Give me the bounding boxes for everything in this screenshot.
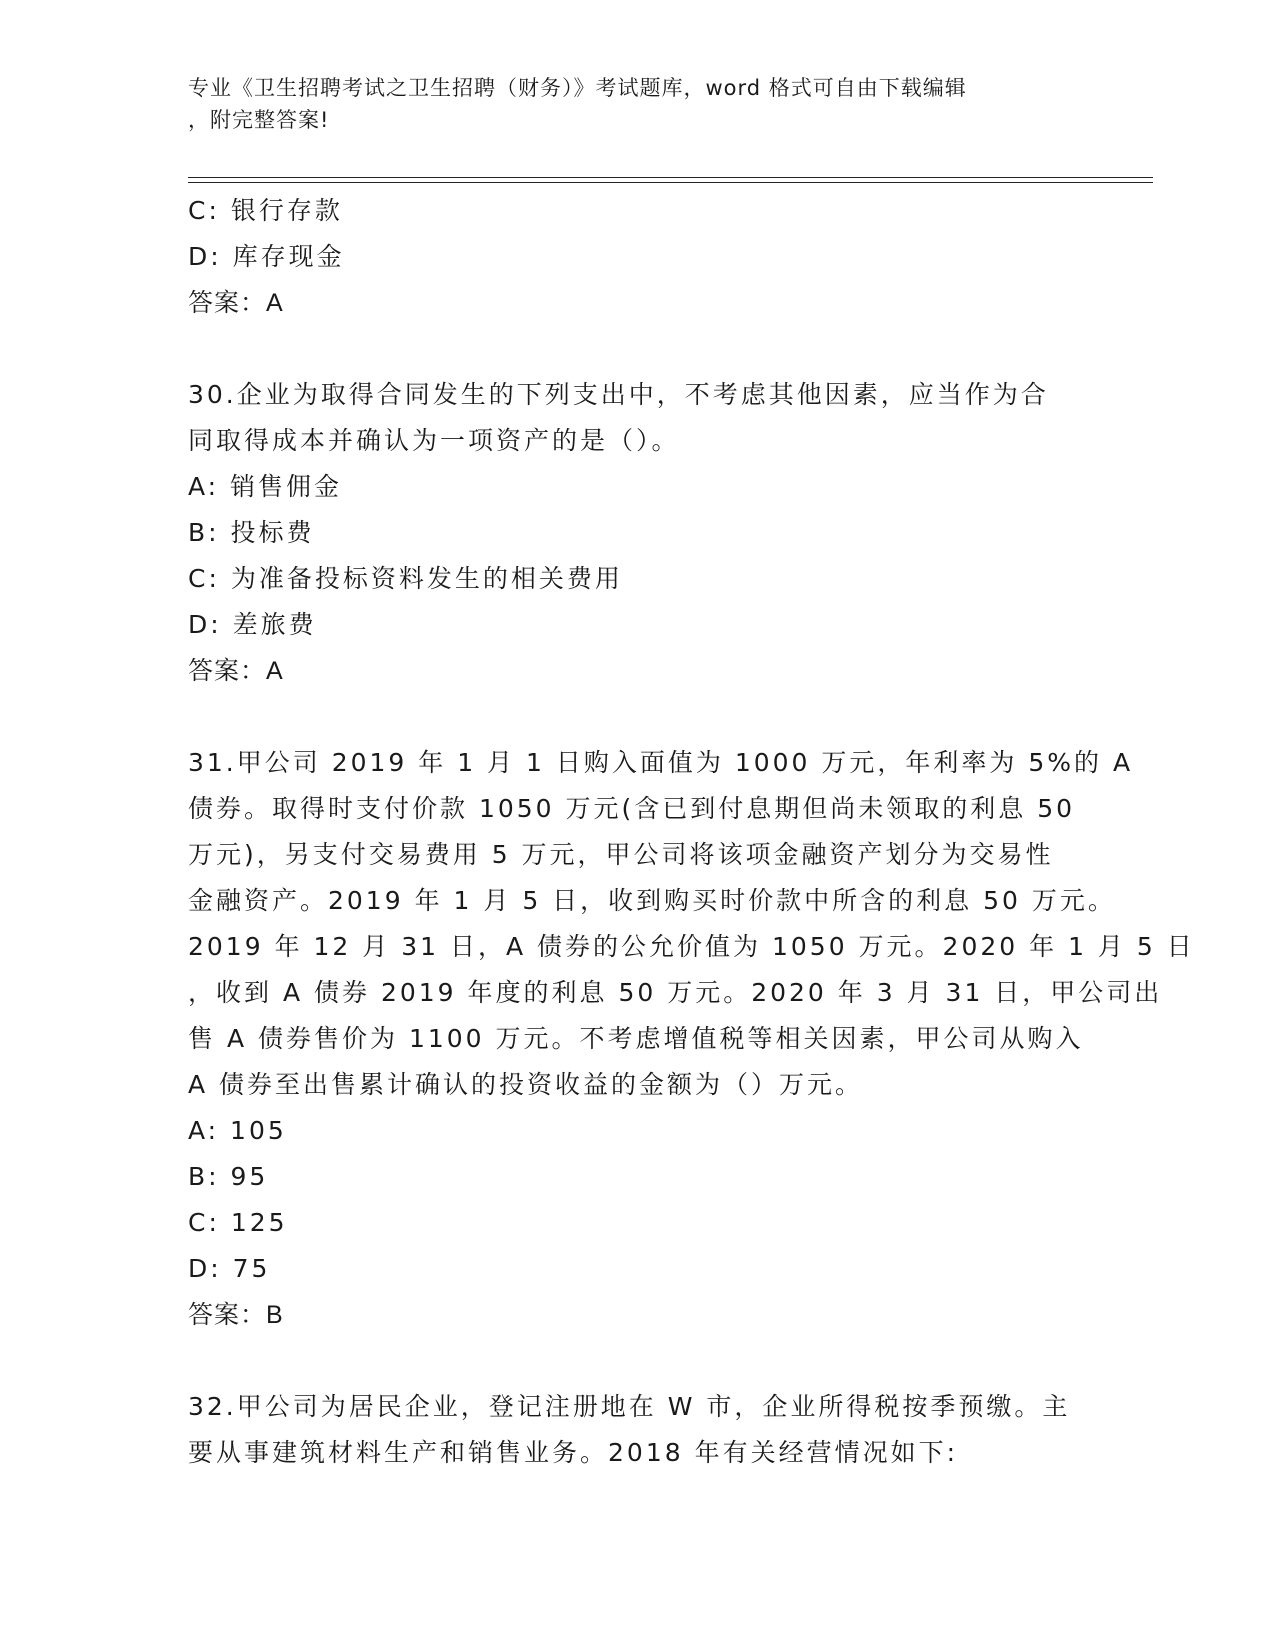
question-text: 2019 年 12 月 31 日，A 债券的公允价值为 1050 万元。2020 年 1 月 5 日 [188, 932, 1195, 961]
header-line: 专业《卫生招聘考试之卫生招聘（财务）》考试题库，word 格式可自由下载编辑 [188, 76, 967, 100]
option-a: A: 105 [188, 1116, 287, 1145]
option-d: D: 75 [188, 1254, 271, 1283]
question-text: 30.企业为取得合同发生的下列支出中，不考虑其他因素，应当作为合 [188, 380, 1049, 409]
question-31 [188, 740, 1195, 1338]
spacer [188, 326, 1088, 372]
header-line: ，附完整答案! [188, 108, 330, 132]
question-text: 32.甲公司为居民企业，登记注册地在 W 市，企业所得税按季预缴。主 [188, 1392, 1071, 1421]
question-text: A 债券至出售累计确认的投资收益的金额为（）万元。 [188, 1070, 864, 1099]
spacer [188, 694, 1088, 740]
answer-line: 答案：B [188, 1301, 284, 1329]
page-header [188, 72, 1068, 136]
question-30 [188, 372, 1088, 694]
question-text: 金融资产。2019 年 1 月 5 日，收到购买时价款中所含的利息 50 万元。 [188, 886, 1116, 915]
option-b: B: 投标费 [188, 518, 315, 547]
answer-line: 答案：A [188, 657, 284, 685]
option-d: D: 差旅费 [188, 610, 317, 639]
header-divider [188, 182, 1153, 183]
option-b: B: 95 [188, 1162, 269, 1191]
question-text: 售 A 债券售价为 1100 万元。不考虑增值税等相关因素，甲公司从购入 [188, 1024, 1084, 1053]
question-text: 要从事建筑材料生产和销售业务。2018 年有关经营情况如下: [188, 1438, 958, 1467]
question-text: ，收到 A 债券 2019 年度的利息 50 万元。2020 年 3 月 31 日，甲公司出 [188, 978, 1163, 1007]
option-c: C: 为准备投标资料发生的相关费用 [188, 564, 623, 593]
option-a: A: 销售佣金 [188, 472, 343, 501]
question-text: 31.甲公司 2019 年 1 月 1 日购入面值为 1000 万元，年利率为 5%的 A [188, 748, 1134, 777]
question-32 [188, 1384, 1088, 1476]
header-divider [188, 177, 1153, 178]
answer-line: 答案：A [188, 289, 284, 317]
question-text: 万元)，另支付交易费用 5 万元，甲公司将该项金融资产划分为交易性 [188, 840, 1054, 869]
option-d: D: 库存现金 [188, 242, 345, 271]
document-body [188, 188, 1195, 1476]
option-c: C: 125 [188, 1208, 288, 1237]
spacer [188, 1338, 1088, 1384]
option-c: C: 银行存款 [188, 196, 343, 225]
question-text: 债券。取得时支付价款 1050 万元(含已到付息期但尚未领取的利息 50 [188, 794, 1076, 823]
question-29-tail [188, 188, 1088, 326]
question-text: 同取得成本并确认为一项资产的是（）。 [188, 426, 680, 455]
